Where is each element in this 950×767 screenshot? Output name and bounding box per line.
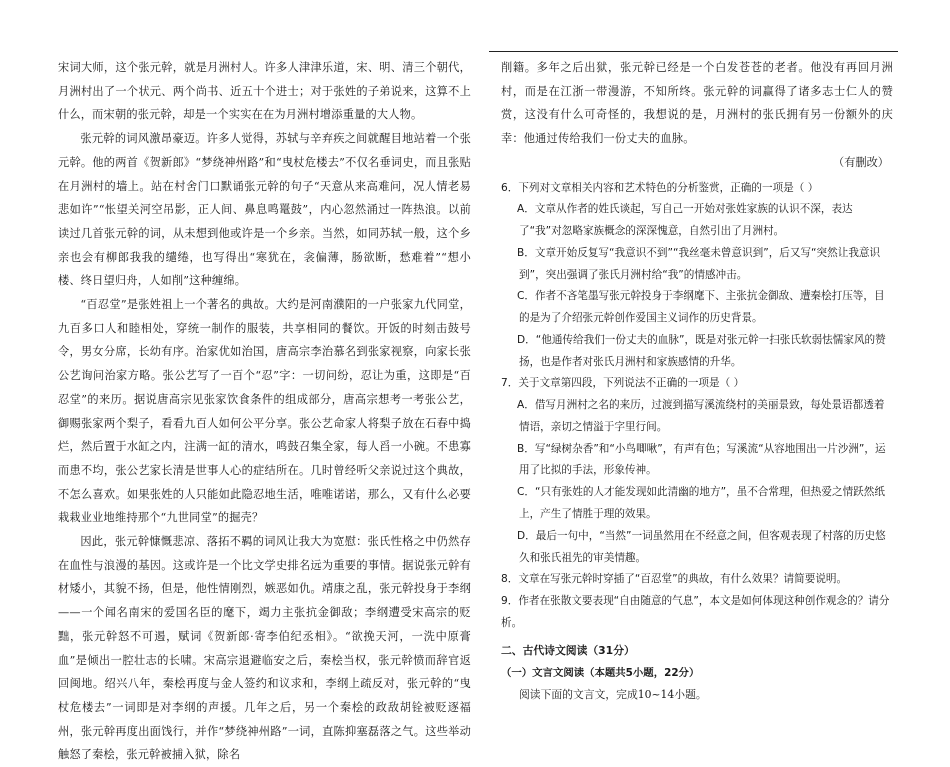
left-paragraph: 张元幹的词风激昂豪迈。许多人觉得，苏轼与辛弃疾之间就醒目地站着一个张元幹。他的两首《贺新郎》“梦绕神州路”和“曳杖危楼去”不仅名垂词史，而且张贴在月洲村的墙上。站在村舍门口默诵张元幹的句子“天意从来高难问，况人情老易悲如许”“怅望关河空吊影，正人间、鼻息鸣鼍鼓”，内心忽然涌过一阵热浪。以前读过几首张元幹的词，从未想到他或许是一个乡亲。当然，如同苏轼一般，这个乡亲也会有柳郎我我的缱绻，也写得出“寒犹在，衾偏薄，肠欲断，愁难着”“想小楼、终日望归舟，人如削”这种缠绵。 [58, 132, 471, 288]
question-7-option-b: B．写“绿树杂香”和“小鸟唧啾”，有声有色；写溪流“从容地围出一片沙洲”，运用了比拟的手法，形象传神。 [517, 442, 886, 477]
instruction-text: 阅读下面的文言文，完成10~14小题。 [519, 688, 707, 702]
header-rule [489, 51, 898, 52]
question-6-option-d: D．“他通传给我们一份丈夫的血脉”，既是对张元幹一扫张氏软弱怯懦家风的赞扬，也是作者对张氏月洲村和家族感情的升华。 [517, 333, 886, 368]
question-7-option-a: A．借写月洲村之名的来历，过渡到描写溪流绕村的美丽景致，每处景语都透着情语，亲切之情溢于字里行间。 [517, 399, 885, 433]
right-column [501, 56, 893, 706]
question-6-option-c: C．作者不吝笔墨写张元幹投身于李纲麾下、主张抗金御敌、遭秦桧打压等，目的是为了介绍张元幹创作爱国主义词作的历史背景。 [517, 290, 885, 325]
question-8-stem: 8．文章在写张元幹时穿插了“百忍堂”的典故，有什么效果？请简要说明。 [501, 573, 848, 586]
right-paragraph: 削籍。多年之后出狱，张元幹已经是一个白发苍苍的老者。他没有再回月洲村，而是在江浙一带漫游，不知所终。张元幹的词赢得了诸多志士仁人的赞赏，这没有什么可奇怪的，我想说的是，月洲村的张氏拥有另一份额外的庆幸：他通过传给我们一份丈夫的血脉。 [501, 61, 893, 146]
question-7-option-c: C．“只有张姓的人才能发现如此清幽的地方”，虽不合常理，但热爱之情跃然纸上，产生了情胜于理的效果。 [517, 486, 885, 521]
question-6-option-a: A．文章从作者的姓氏谈起，写自己一开始对张姓家族的认识不深，表达了“我”对忽略家族概念的深深愧意，自然引出了月洲村。 [517, 203, 853, 237]
section-title: 二、古代诗文阅读（31分） [501, 644, 635, 658]
left-paragraph: 因此，张元幹慷慨悲凉、落拓不羁的词风让我大为宽慰：张氏性格之中仍然存在血性与浪漫的基因。这或许是一个比文学史排名远为重要的事情。据说张元幹有材矮小，其貌不扬，但是，他性情刚烈，嫉恶如仇。靖康之乱，张元幹投身于李纲——一个闻名南宋的爱国名臣的麾下，竭力主张抗金御敌；李纲遭受宋高宗的贬黜，张元幹怒不可遏，赋词《贺新郎·寄李伯纪丞相》。“欲挽天河，一洗中原膏血”是倾出一腔壮志的长啸。宋高宗退避临安之后，秦桧当权，张元幹愤而辞官返回闽地。绍兴八年，秦桧再度与金人签约和议求和，李纲上疏反对，张元幹的“曳杖危楼去”一词即是对李纲的声援。几年之后，另一个秦桧的政敌胡铨被贬逐福州，张元幹再度出面饯行，并作“梦绕神州路”一词，直陈抑塞磊落之气。这些举动触怒了秦桧，张元幹被捕入狱，除名 [58, 535, 471, 762]
question-6-option-b: B．文章开始反复写“我意识不到”“我丝毫未曾意识到”，后又写“突然让我意识到”，突出强调了张氏月洲村给“我”的情感冲击。 [517, 246, 881, 281]
question-7-stem: 7．关于文章第四段，下列说法不正确的一项是（ ） [501, 377, 745, 390]
source-note: （有删改） [833, 155, 889, 169]
left-column [58, 56, 471, 767]
left-paragraph: 宋词大师，这个张元幹，就是月洲村人。许多人津津乐道，宋、明、清三个朝代，月洲村出了一个状元、两个尚书、近五十个进士；对于张姓的子弟说来，这算不上什么，而宋朝的张元幹，却是一个实实在在为月洲村增添重量的大人物。 [58, 61, 471, 122]
question-9-stem: 9．作者在张散文要表现“自由随意的气息”，本文是如何体现这种创作观念的？请分析。 [501, 595, 890, 629]
subsection-title: （一）文言文阅读（本题共5小题，22分） [501, 667, 700, 680]
question-7-option-d: D．最后一句中，“当然”一词虽然用在不经意之间，但客观表现了村落的历史悠久和张氏祖先的审美情趣。 [517, 529, 886, 564]
left-paragraph: “百忍堂”是张姓祖上一个著名的典故。大约是河南濮阳的一户张家九代同堂，九百多口人和睦相处，穿统一制作的服装，共享相同的餐饮。开饭的时刻击鼓号令，男女分席，长幼有序。治家优如治国，唐高宗李治慕名到张家视察，向家长张公艺询问治家方略。张公艺写了一百个“忍”字：一切问纷，忍让为重，这即是“百忍堂”的来历。据说唐高宗见张家饮食条件的组成部分，唐高宗想考一考张公艺，御赐张家两个梨子，看看九百人如何公平分享。张公艺命家人将梨子放在石春中捣烂，然后置于水缸之内，注满一缸的清水，鸣鼓召集全家，每人舀一小碗。不患寡而患不均，张公艺家长清是世事人心的症结所在。几时曾经听父亲说过这个典故，不怎么喜欢。如果张姓的人只能如此隐忍地生活，唯唯诺诺，那么，又有什么必要栽栽业业地维持那个“九世同堂”的掘壳？ [58, 298, 471, 525]
question-6-stem: 6．下列对文章相关内容和艺术特色的分析鉴赏，正确的一项是（ ） [501, 181, 819, 194]
